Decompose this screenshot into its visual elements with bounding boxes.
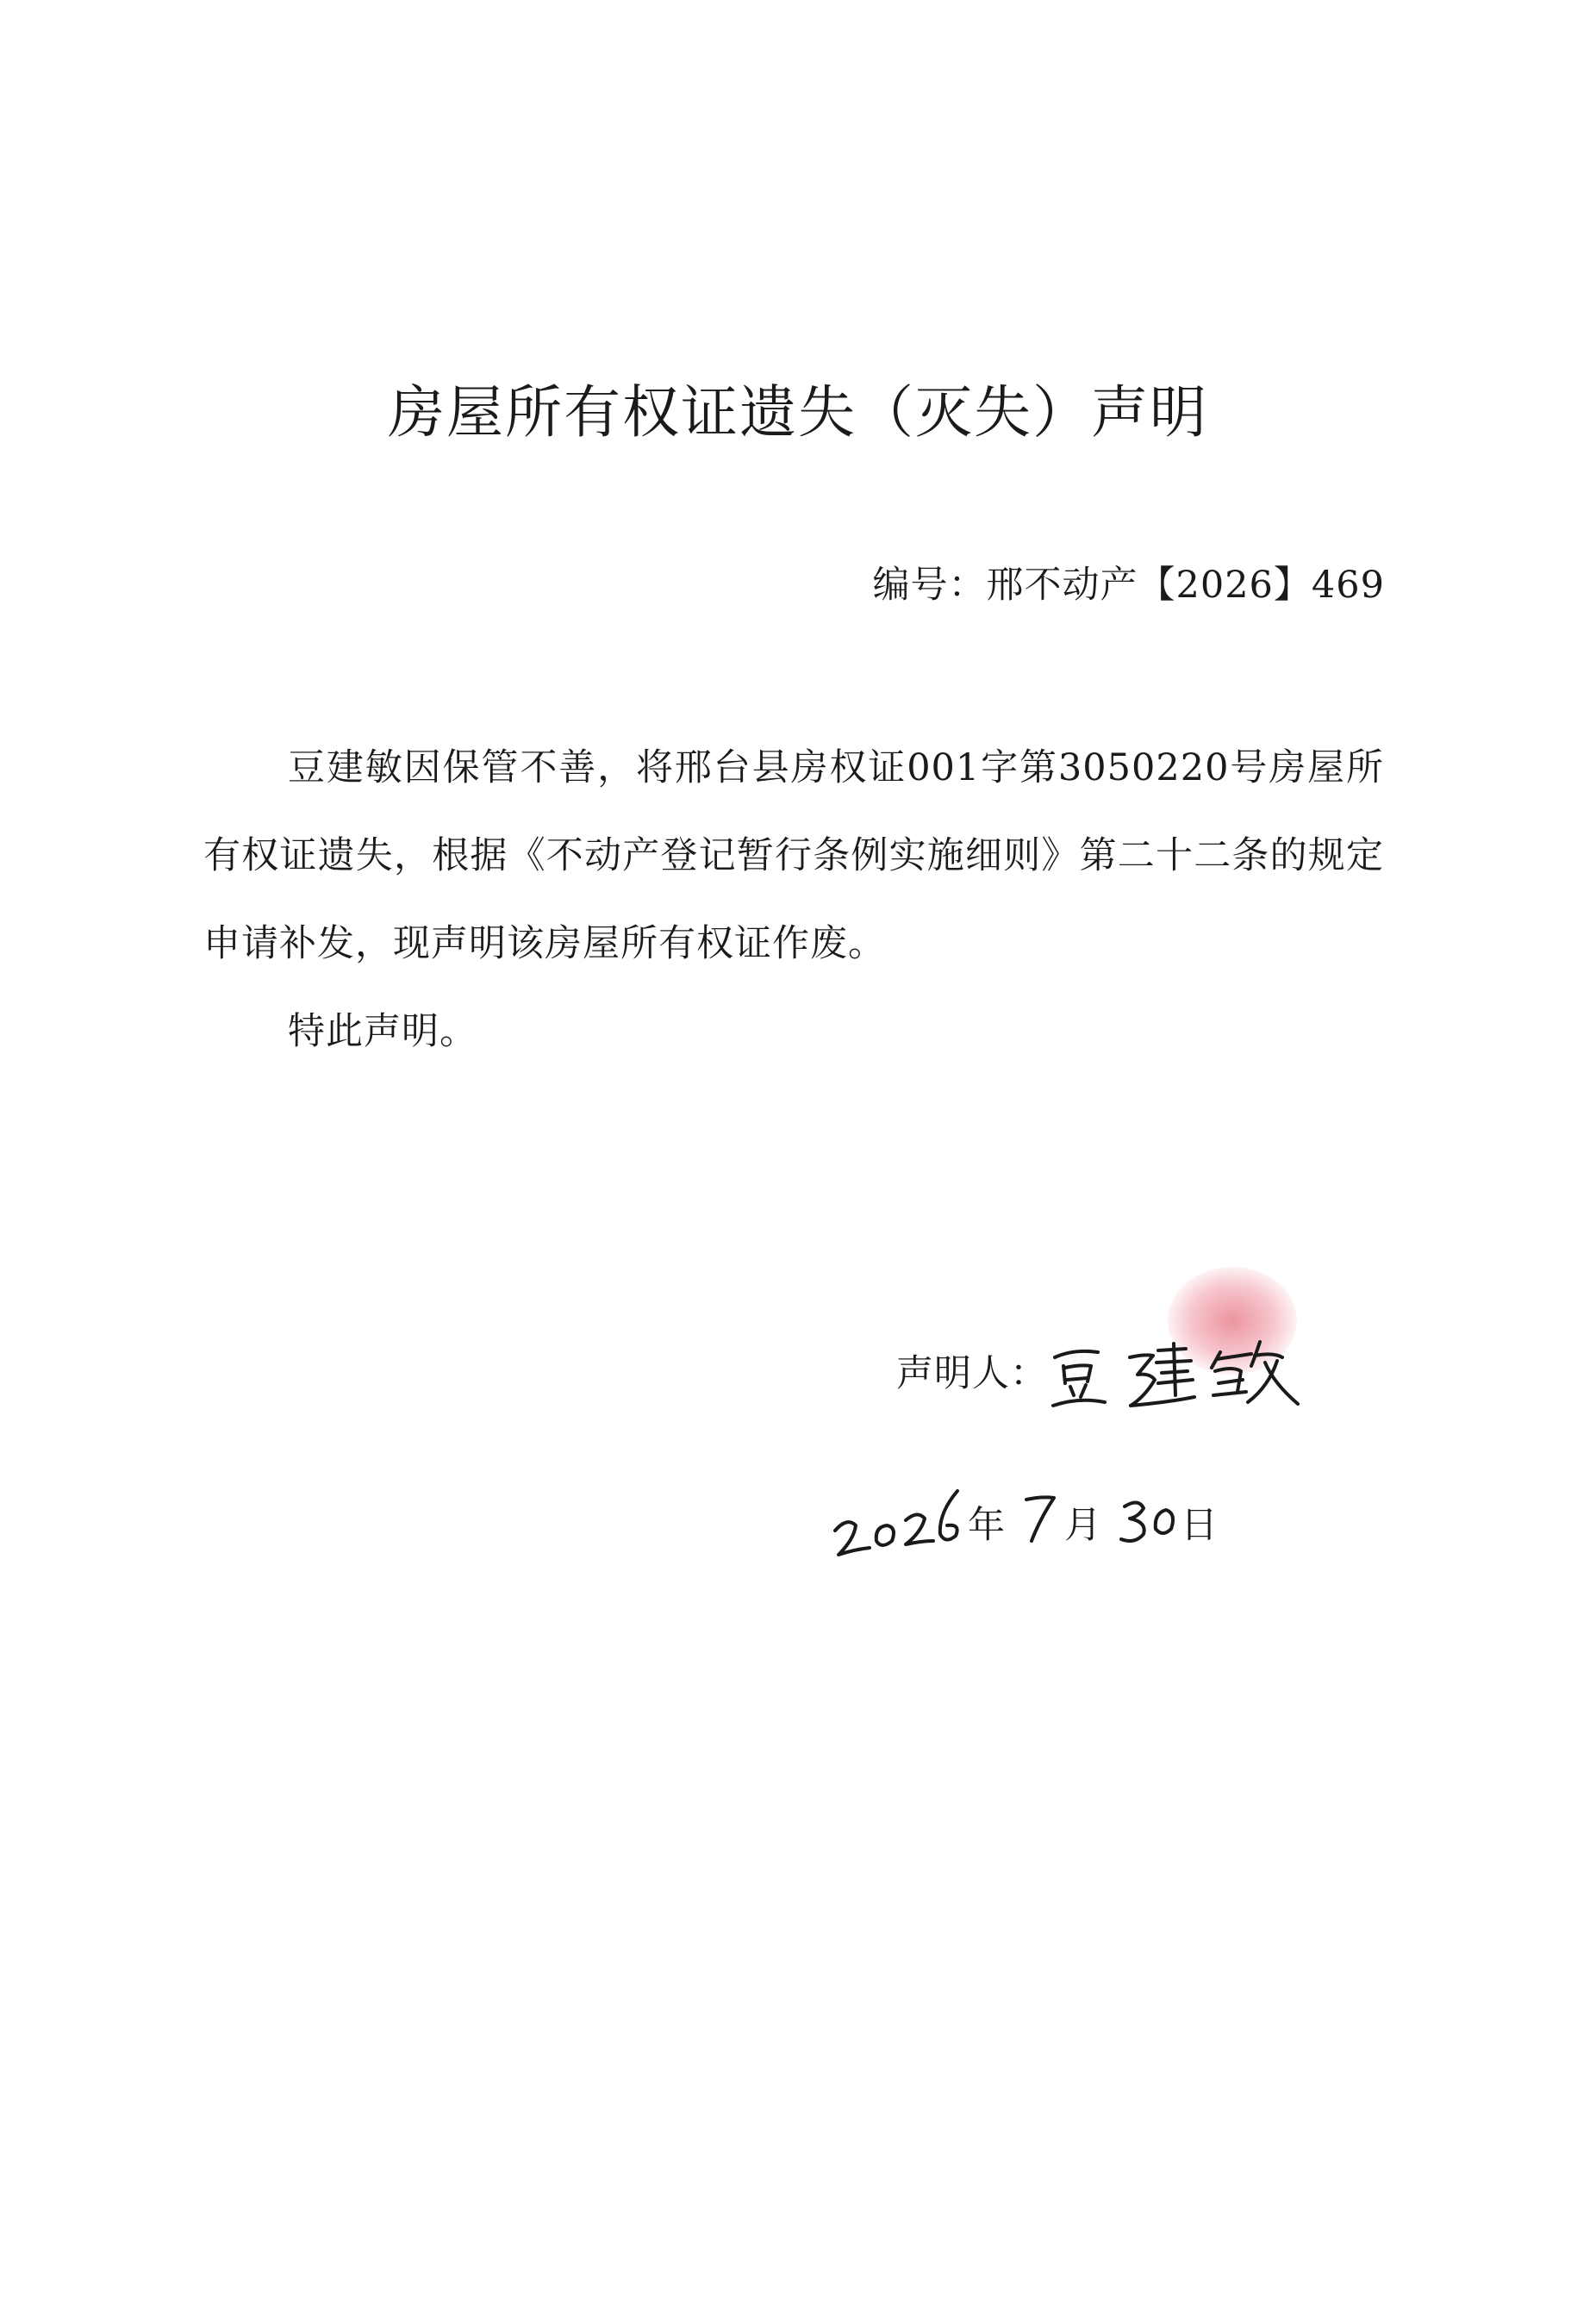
closing-paragraph: 特此声明。: [288, 1010, 477, 1053]
date-month-digit-7: [1026, 1497, 1054, 1541]
declarant-label: 声明人：: [896, 1351, 1048, 1395]
date-day-digit-0: [1156, 1510, 1173, 1533]
signature-block: [896, 1323, 1306, 1418]
date-year-digit-2: [835, 1522, 870, 1555]
handwritten-signature: [1048, 1323, 1306, 1418]
body-paragraph: 豆建敏因保管不善，将邢台县房权证001字第3050220号房屋所有权证遗失，根据《不动产登记暂行条例实施细则》第二十二条的规定申请补发，现声明该房屋所有权证作废。: [203, 746, 1384, 965]
date-month-char: 月: [1064, 1504, 1101, 1547]
date-day-char: 日: [1181, 1504, 1218, 1547]
handwritten-date: [832, 1465, 1262, 1586]
date-year-digit-2b: [906, 1514, 933, 1544]
date-year-digit-6: [940, 1491, 957, 1540]
document-title: 房屋所有权证遗失（灭失）声明: [388, 379, 1208, 446]
date-year-char: 年: [968, 1504, 1005, 1547]
document-body: [203, 724, 1384, 1076]
document-number: 编号：邢不动产【2026】469: [872, 564, 1385, 607]
date-year-digit-0: [876, 1525, 894, 1545]
date-day-digit-3: [1121, 1502, 1144, 1541]
